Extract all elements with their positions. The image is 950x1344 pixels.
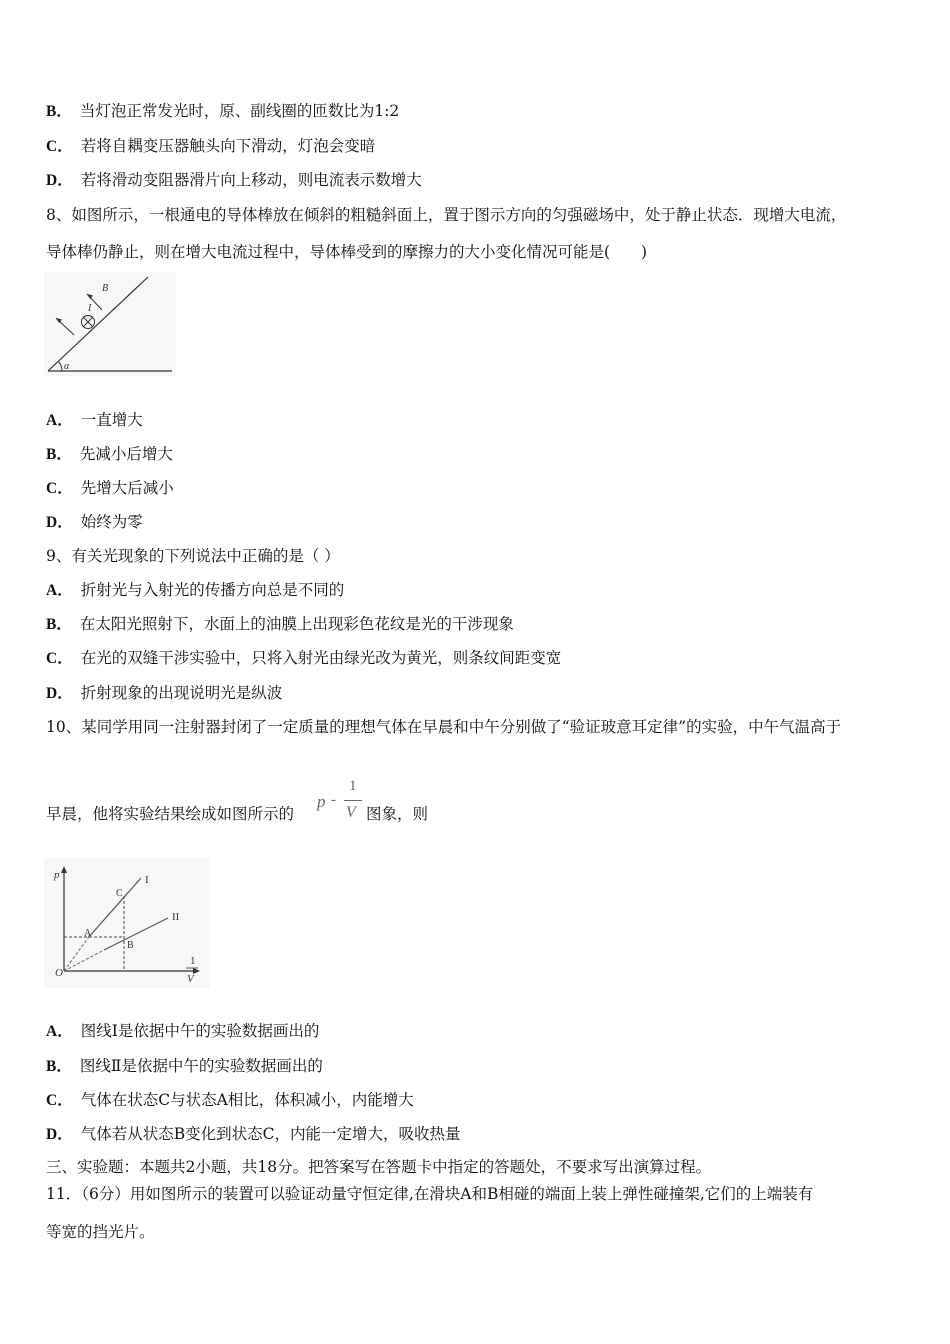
option-text: 折射光与入射光的传播方向总是不同的	[80, 581, 345, 599]
q9-option-c	[46, 648, 561, 669]
formula-p: p	[317, 792, 326, 811]
x-axis-numerator: 1	[190, 955, 196, 967]
option-key: B．	[46, 616, 72, 633]
q10-option-b	[46, 1056, 323, 1077]
formula-dash: -	[331, 792, 336, 808]
option-text: 若将滑动变阻器滑片向上移动，则电流表示数增大	[80, 171, 422, 189]
q10-option-d	[46, 1124, 460, 1145]
line-ii-label: II	[172, 911, 180, 923]
q9-option-b	[46, 614, 514, 635]
option-key: C．	[46, 1092, 73, 1109]
point-c-label: C	[116, 888, 123, 899]
option-key: D．	[46, 514, 73, 531]
q10-p-1v-graph	[44, 858, 210, 988]
option-key: A．	[46, 412, 73, 429]
option-text: 若将自耦变压器触头向下滑动，灯泡会变暗	[80, 137, 376, 155]
option-text: 先增大后减小	[80, 479, 174, 497]
point-b-label: B	[127, 940, 134, 951]
q11-stem-line1: 11．（6分）用如图所示的装置可以验证动量守恒定律,在滑块A和B相碰的端面上装上弹性碰撞架,它们的上端装有	[46, 1185, 814, 1203]
q8-option-b	[46, 444, 173, 465]
field-label: B	[102, 283, 109, 294]
option-key: A．	[46, 582, 73, 599]
origin-label: O	[55, 967, 63, 979]
y-axis-label: p	[54, 869, 60, 881]
option-text: 气体在状态C与状态A相比，体积减小，内能增大	[80, 1091, 414, 1109]
q8-option-d	[46, 512, 143, 533]
q11-stem-line2: 等宽的挡光片。	[46, 1223, 155, 1241]
fraction-bar	[344, 800, 362, 801]
q10-option-c	[46, 1090, 414, 1111]
q8-stem-line2: 导体棒仍静止，则在增大电流过程中，导体棒受到的摩擦力的大小变化情况可能是( )	[46, 243, 648, 261]
option-text: 折射现象的出现说明光是纵波	[80, 684, 283, 702]
x-axis-denominator: V	[187, 973, 194, 985]
option-text: 一直增大	[80, 411, 143, 429]
option-text: 在光的双缝干涉实验中，只将入射光由绿光改为黄光，则条纹间距变宽	[80, 649, 562, 667]
q8-option-c	[46, 478, 174, 499]
line-i-label: I	[145, 874, 149, 886]
option-key: B．	[46, 1058, 72, 1075]
q7-option-c	[46, 136, 375, 157]
q10-stem-line2-pre: 早晨，他将实验结果绘成如图所示的	[46, 805, 295, 823]
q7-option-b	[46, 101, 399, 122]
current-label: I	[88, 303, 92, 314]
q10-stem-line1: 10、某同学用同一注射器封闭了一定质量的理想气体在早晨和中午分别做了“验证玻意耳定律”的实验，中午气温高于	[46, 718, 842, 736]
option-text: 图线Ⅱ是依据中午的实验数据画出的	[79, 1057, 323, 1075]
q7-option-d	[46, 170, 422, 191]
option-key: B．	[46, 446, 72, 463]
q8-option-a	[46, 410, 143, 431]
q8-incline-figure	[44, 272, 176, 376]
q10-stem-line2-post: 图象，则	[366, 805, 429, 823]
option-text: 当灯泡正常发光时，原、副线圈的匝数比为1:2	[79, 102, 400, 120]
section-heading: 三、实验题：本题共2小题，共18分。把答案写在答题卡中指定的答题处，不要求写出演算过程。	[46, 1158, 712, 1176]
q9-option-a	[46, 580, 344, 601]
point-a-label: A	[84, 928, 92, 939]
option-text: 在太阳光照射下，水面上的油膜上出现彩色花纹是光的干涉现象	[79, 615, 514, 633]
option-text: 先减小后增大	[79, 445, 173, 463]
formula-denominator: V	[346, 804, 356, 821]
q9-stem: 9、有关光现象的下列说法中正确的是（ ）	[46, 547, 340, 565]
option-key: D．	[46, 172, 73, 189]
option-key: C．	[46, 138, 73, 155]
option-key: D．	[46, 1126, 73, 1143]
option-text: 图线Ⅰ是依据中午的实验数据画出的	[80, 1022, 320, 1040]
option-key: B．	[46, 103, 72, 120]
option-key: C．	[46, 480, 73, 497]
formula-numerator: 1	[349, 778, 357, 794]
option-key: A．	[46, 1023, 73, 1040]
option-key: C．	[46, 650, 73, 667]
angle-label: α	[64, 361, 70, 372]
q9-option-d	[46, 683, 282, 704]
option-text: 始终为零	[80, 513, 143, 531]
q8-stem-line1: 8、如图所示，一根通电的导体棒放在倾斜的粗糙斜面上，置于图示方向的匀强磁场中，处于静止状态．现增大电流，	[46, 206, 847, 224]
option-text: 气体若从状态B变化到状态C，内能一定增大，吸收热量	[80, 1125, 461, 1143]
q10-option-a	[46, 1021, 319, 1042]
option-key: D．	[46, 685, 73, 702]
